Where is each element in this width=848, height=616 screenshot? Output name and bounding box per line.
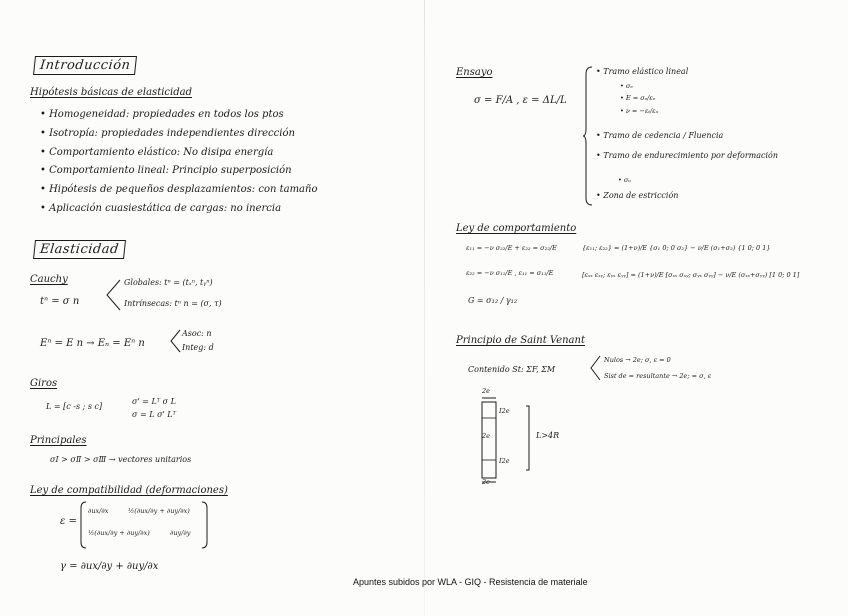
cauchy-equation: tⁿ = σ n <box>40 296 80 307</box>
ensayo-subitem: • σᵤ <box>618 176 631 184</box>
ensayo-equation: σ = F/A , ε = ΔL/L <box>474 95 567 106</box>
elasticidad-title: Elasticidad <box>33 240 126 259</box>
list-item: • Isotropía: propiedades independientes dirección <box>40 128 295 139</box>
ley-comportamiento-title: Ley de comportamiento <box>456 223 577 234</box>
figure-mid-label: 2e <box>482 432 490 440</box>
cauchy-intrinsecas: Intrínsecas: tⁿ n = (σ, τ) <box>124 299 222 308</box>
asoc-label: Asoc: n <box>182 329 212 338</box>
compat-m22: ∂uy/∂y <box>170 529 191 537</box>
strain-bracket <box>168 328 182 354</box>
list-item: • Aplicación cuasiestática de cargas: no inercia <box>40 203 282 214</box>
ley-equation-1-matrix: {ε₁₁; ε₂₂} = (1+ν)/E {σ₁ 0; 0 σ₂} − ν/E (σ₁+σ₂) {1 0; 0 1} <box>582 244 771 252</box>
cauchy-global: Globales: tⁿ = (tₓⁿ, tᵧⁿ) <box>124 278 213 287</box>
cauchy-bracket <box>104 278 122 312</box>
intro-title: Introducción <box>33 56 137 75</box>
figure-2e-bottom: 2e <box>482 478 490 486</box>
ensayo-item: • Zona de estricción <box>596 191 679 200</box>
ley-equation-2-matrix: [εₓₓ εₓᵧ; εᵧₓ εᵧᵧ] = (1+ν)/E [σₓₓ σₓᵧ; σᵧₓ σᵧᵧ] − ν/E (σₓₓ+σᵧᵧ) [1 0; 0 1] <box>582 271 800 279</box>
saint-venant-title: Principio de Saint Venant <box>456 335 585 346</box>
saint-venant-resultante: Sist de = resultante → 2e; = σ, ε <box>604 372 712 380</box>
ensayo-item: • Tramo de cedencia / Fluencia <box>596 131 724 140</box>
figure-side-label-1: I2e <box>499 407 510 415</box>
ensayo-item: • Tramo elástico lineal <box>596 67 689 76</box>
principales-title: Principales <box>30 435 87 446</box>
list-item: • Hipótesis de pequeños desplazamientos: con tamaño <box>40 184 318 195</box>
hipotesis-title: Hipótesis básicas de elasticidad <box>30 87 192 98</box>
strain-equation: Eⁿ = E n → Eₙ = Eⁿ n <box>40 338 145 349</box>
saint-venant-equation: Contenido St: ΣF, ΣM <box>468 365 556 374</box>
list-item: • Comportamiento elástico: No disipa energía <box>40 147 274 158</box>
cauchy-title: Cauchy <box>30 274 68 285</box>
ensayo-brace <box>582 66 594 206</box>
figure-2e-top: 2e <box>482 387 490 395</box>
giros-sigma: σ = L σ' Lᵀ <box>132 410 176 419</box>
principales-equation: σⅠ > σⅡ > σⅢ → vectores unitarios <box>50 455 192 464</box>
compat-m21: ½(∂ux/∂y + ∂uy/∂x) <box>88 529 150 537</box>
gamma-equation: γ = ∂ux/∂y + ∂uy/∂x <box>60 561 159 572</box>
list-item: • Homogeneidad: propiedades en todos los ptos <box>40 109 284 120</box>
giros-matrix: L = [c -s ; s c] <box>46 402 103 411</box>
ensayo-subitem: • σₑ <box>620 82 633 90</box>
ensayo-subitem: • ν = −εₜ/εₐ <box>620 107 659 115</box>
ley-equation-1: ε₁₁ = −ν σ₂₂/E + ε₂₂ = σ₂₂/E <box>466 244 557 252</box>
list-item: • Comportamiento lineal: Principio superposición <box>40 165 292 176</box>
page-fold <box>424 0 425 616</box>
compat-m12: ½(∂ux/∂y + ∂uy/∂x) <box>128 507 190 515</box>
compatibilidad-title: Ley de compatibilidad (deformaciones) <box>30 485 228 496</box>
ley-equation-2: ε₂₂ = −ν σ₁₁/E , ε₁₁ = σ₁₁/E <box>466 269 554 277</box>
figure-side-label-2: I2e <box>499 457 510 465</box>
giros-sigma-prime: σ' = Lᵀ σ L <box>132 397 176 406</box>
integ-label: Integ: d <box>182 343 214 352</box>
ensayo-item: • Tramo de endurecimiento por deformación <box>596 151 779 160</box>
compat-m11: ∂ux/∂x <box>88 507 109 515</box>
ensayo-subitem: • E = σₑ/εₑ <box>620 94 656 102</box>
footer-text: Apuntes subidos por WLA - GIQ - Resistencia de materiale <box>353 577 588 587</box>
shear-modulus-equation: G = σ₁₂ / γ₁₂ <box>468 296 518 305</box>
saint-venant-bracket <box>588 354 602 382</box>
saint-venant-nulos: Nulos → 2e; σ, ε = 0 <box>604 356 671 364</box>
giros-title: Giros <box>30 378 58 389</box>
ensayo-title: Ensayo <box>456 67 493 78</box>
figure-length-label: L>4R <box>536 431 560 440</box>
compat-epsilon: ε = <box>60 516 77 527</box>
